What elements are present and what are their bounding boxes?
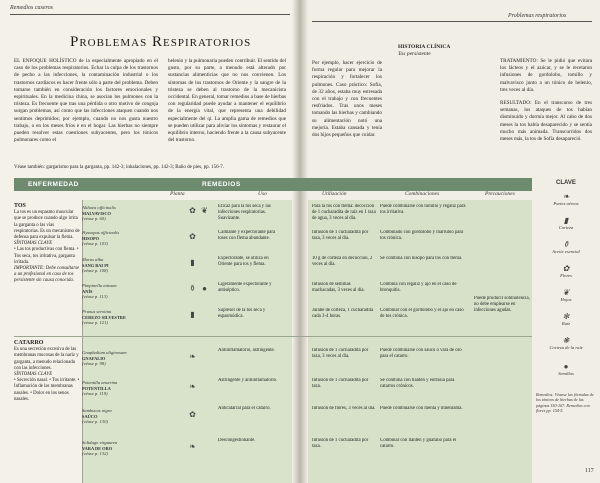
legend-item [536,312,596,326]
symptoms-heading: SÍNTOMAS CLAVE [14,372,53,378]
herb-potentilla [82,380,150,397]
uso-tos-4: Ligeramente expectorante y antiséptico. [218,282,272,294]
herb-malvavisco [82,205,150,222]
utilizacion-catarro-1: Infusión de 1 cucharadita por taza, 3 veces al día. [312,348,369,360]
aerial-parts-icon: ❧ [562,192,570,201]
result-text: RESULTADO: En el transcurso de tres semanas, los ataques de tos habían disminuido y dormía mejor. Al cabo de dos meses la tos había desaparecido y se sentía mucho más animada. Transcurridos dos meses más, la tos de Sofía desapareció. [500,100,592,143]
herb-vara-de-oro [82,440,150,457]
symptoms-list: • Las tos productivas con flema. • Tos seca, tos irritativa, garganta irritada. [14,247,79,265]
herb-latin-name: Morus alba [82,257,104,262]
sub-header-uso: Uso [258,191,267,197]
herb-latin-name: Pimpinella anisum [82,283,117,288]
bark-icon: ▮ [563,216,569,225]
utilizacion-tos-3: 10 g de corteza en decocción, 2 veces al día. [312,256,373,268]
herb-page-ref: (véase p. 119) [82,391,108,397]
seed-icon: ● [202,284,207,293]
oil-icon: ⚱ [562,240,570,249]
utilizacion-tos-4: Infusión de semillas machacadas, 3 veces al día. [312,282,365,294]
sub-header-precauciones: Precauciones [485,191,515,197]
running-header-right: Problemas respiratorios [508,13,567,19]
flower-icon: ✿ [562,264,570,273]
case-history-box [398,44,478,58]
herb-latin-name: Solidago virgaurea [82,440,118,445]
legend-note: Remedios: Véanse las fórmulas de los tónicos de hierbas de las páginas 150-167. Remedios con flores pp. 154-5. [536,392,594,414]
legend-item [536,336,596,350]
intro-column-3 [312,60,382,139]
utilizacion-tos-5: Jarabe de corteza, 1 cucharadita cada 3-4 horas. [312,308,374,320]
herb-anis [82,283,150,300]
utilizacion-catarro-3: Infusión de flores, 3 veces al día. [312,406,376,411]
intro-text-2: helenio y la pulmonaria pueden contribuir. El sentido del gusto, por su parte, a menudo está alterado por sustancias alimenticias que no nos convienen. Los síntomas de los trastornos de Oriente y la sangre de la tristeza se deben al trastorno de la mecanicista occidental. En general, tomar remedios a base de hierbas con regularidad puede ayudar a mantener el equilibrio de la energía vital, que representa una debilidad especialmente del qi. La amplia gama de remedios que se pueden utilizar para aliviar los síntomas y restaurar el equilibrio interno, haciendo frente a la causa subyacente del trastorno. [168,58,286,144]
symptoms-heading: SÍNTOMAS CLAVE [14,241,53,247]
herb-latin-name: Althaea officinalis [82,205,116,210]
herb-common-name: HISOPO [82,235,100,241]
intro-text-3: Por ejemplo, hacer ejercicio de forma regular para mejorar la respiración y fortalecer los pulmones. Caso práctico: Sofía, de 32 años, estaba muy estresada con el trabajo y con frecuentes resfriados. Tras unos meses tomando las hierbas y cambiando su alimentación notó una mejoría. Estaba cansada y tenía dos hijos pequeños que cuidar. [312,60,382,139]
combinaciones-catarro-1: Puede combinarse con saúco o vara de oro para el catarro. [380,348,462,360]
utilizacion-tos-2: Infusión de 1 cucharadita por taza, 3 veces al día. [312,230,369,242]
header-rule-left [10,14,290,15]
herb-page-ref: (véase p. 130) [82,419,108,425]
herb-latin-name: Gnaphalium uliginosum [82,350,127,355]
herb-page-ref: (véase p. 98) [82,361,106,367]
herb-sauco [82,408,150,425]
combinaciones-tos-1: Puede combinarse con tomillo y regaliz para tos irritativa. [380,204,466,216]
herb-common-name: SANG BAI PI [82,262,109,268]
aerial-parts-icon: ❧ [189,382,196,391]
disease-tos [14,203,80,333]
herb-sang-bai-pi [82,257,150,274]
herb-gnafalio [82,350,150,367]
col-enfermedad-header: ENFERMEDAD [14,178,82,191]
sub-header-utilizacion: Utilización [322,191,347,197]
legend-label: Corteza de la raíz [549,345,583,350]
row-divider [14,336,532,337]
legend-item [536,288,596,302]
flower-icon: ✿ [189,206,196,215]
leaf-icon: ❦ [562,288,570,297]
uso-tos-5: Supresor de la tos seca y espasmódica. [218,308,266,320]
uso-tos-3: Expectorante, se utiliza en Oriente para tos y flema. [218,256,269,268]
important-note: IMPORTANTE: Debe consultarse a un profesional en caso de tos persistente sin causa conocida. [14,266,80,284]
intro-column-2 [168,58,286,144]
disease-name: TOS [14,203,26,209]
combinaciones-tos-5: Combinar con el gordolobo y el ajo en caso de tos crónica. [380,308,464,320]
root-bark-icon: ❋ [562,336,570,345]
aerial-parts-icon: ❧ [189,442,196,451]
herb-common-name: POTENTILLA [82,385,111,391]
legend-item [536,362,596,376]
flower-icon: ✿ [189,410,196,419]
legend-label: Raíz [561,321,571,326]
treatment-column [500,58,592,143]
legend-label: Partes aéreas [553,201,579,206]
herb-latin-name: Prunus serotina [82,309,112,314]
sub-header-combinaciones: Combinaciones [405,191,440,197]
legend-label: Flores [560,273,572,278]
legend-label: Semillas [558,371,574,376]
combinaciones-tos-3: Se combina con hisopo para tos con flema. [380,256,463,261]
herb-cerezo-silvestre [82,309,150,326]
running-header-left: Remedios caseros [10,5,53,11]
herb-common-name: ANÍS [82,288,93,294]
herb-common-name: SAÚCO [82,413,98,419]
legend-label: Aceite esencial [552,249,580,254]
combinaciones-catarro-3: Puede combinarse con menta y milenrama. [380,406,463,411]
herb-latin-name: Sambucus nigra [82,408,112,413]
header-rule-right [312,21,592,22]
disease-catarro [14,340,80,480]
combinaciones-tos-2: Combinado con gordolobo y marrubio para tos crónica. [380,230,464,242]
page-number: 117 [585,468,594,474]
oil-icon: ⚱ [189,284,196,293]
utilizacion-catarro-2: Infusión de 1 cucharadita por taza. [312,378,369,390]
herb-page-ref: (véase p. 108) [82,268,108,274]
uso-catarro-2: Astringente y antiinflamatorio. [218,378,278,383]
utilizacion-catarro-4: Infusión de 1 cucharadita por taza. [312,438,369,450]
herb-page-ref: (véase p. 60) [82,216,106,222]
aerial-parts-icon: ❧ [189,352,196,361]
legend-item [536,192,596,206]
uso-catarro-1: Antiinflamatorio, astringente. [218,348,275,353]
symptoms-list: • Secreción nasal. • Tos irritante. • Inflamación de las membranas nasales. • Dolor en los senos nasales. [14,378,80,402]
legend-label: Corteza [558,225,574,230]
book-gutter [292,0,308,483]
intro-text-1: EL ENFOQUE HOLÍSTICO de la especialmente apropiado en el caso de los problemas respiratorios. Echar la culpa de los trastornos de pecho a las infecciones, la contaminación industrial o los trastornos cardíacos es hacer frente sólo a parte del problema. Deben tomarse también en consideración los factores emocionales y espirituales. En la medicina china, se asocian los pulmones con la tristeza. Es frecuente que tras una pérdida o otro motivo de congoja surgan problemas, así como que las infecciones ataquen cuando nos sentimos deprimidos; por ejemplo, cuando no nos gusta nuestro trabajo, o en los meses fríos e en el hogar. Las hierbas no siempre pueden resolver estas cuestiones subyacentes, pero los tónicos pulmonares como el [14,58,158,144]
disease-description: Es una secreción excesiva de las membranas mucosas de la nariz y garganta, a menudo relacionada con las infecciones. [14,347,79,371]
uso-catarro-4: Descongestionante. [218,438,256,443]
flower-icon: ✿ [189,232,196,241]
page-title: Problemas Respiratorios [70,34,252,50]
leaf-icon: ❦ [201,206,208,215]
combinaciones-catarro-2: Se combina con llantén y eufrasia para catarros crónicos. [380,378,455,390]
bark-icon: ▮ [190,258,195,267]
uso-tos-2: Calmante y expectorante para toses con flema abundante. [218,230,276,242]
see-also-note: Véase también: gargarismo para la garganta, pp. 142-3; inhalaciones, pp. 142-3; Baño de pies, pp. 156-7. [14,165,225,170]
herb-common-name: VARA DE ORO [82,445,113,451]
legend-item [536,240,596,254]
col-remedios-header: REMEDIOS [82,178,532,191]
root-icon: ✻ [562,312,570,321]
case-history-subheading: Tos persistente [398,51,431,58]
legend-heading: CLAVE [556,180,576,186]
bark-icon: ▮ [190,310,195,319]
uso-catarro-3: Anticatarral para el catarro. [218,406,271,411]
utilizacion-tos-1: Para la tos con flema: decocción de 1 cucharadita de raíz en 1 taza de agua, 3 veces al día. [312,204,376,222]
herb-latin-name: Hyssopus officinalis [82,230,120,235]
combinaciones-catarro-4: Combinar con llantén y gnafalio para el catarro. [380,438,457,450]
herb-common-name: GNAFALIO [82,355,106,361]
treatment-text: TRATAMIENTO: Se le pidió que evitara los lácteos y el azúcar, y se le recetaron infusiones de gordolobo, tomillo y malvavisco junto a un tónico de helenio, tres veces al día. [500,58,592,93]
herb-page-ref: (véase p. 113) [82,294,108,300]
case-history-heading: HISTORIA CLÍNICA [398,44,451,50]
herb-common-name: CEREZO SILVESTRE [82,314,126,320]
legend-item [536,216,596,230]
uso-tos-1: Eficaz para la tos seca y las infecciones respiratorias. Suavizante. [218,204,271,222]
herb-hisopo [82,230,150,247]
herb-page-ref: (véase p. 121) [82,320,108,326]
sub-header-planta: Planta [170,191,185,197]
intro-column-1 [14,58,158,144]
herb-latin-name: Potentilla anserina [82,380,118,385]
legend-label: Hojas [560,297,572,302]
seed-icon: ● [563,362,569,371]
herb-page-ref: (véase p. 103) [82,241,108,247]
precauciones-tos-4: Puede producir somnolencia, no debe emplearse en infecciones agudas. [474,296,530,314]
herb-common-name: MALVAVISCO [82,210,111,216]
herb-page-ref: (véase p. 132) [82,451,108,457]
disease-name: CATARRO [14,340,44,346]
combinaciones-tos-4: Combina con regaliz y ajo en el caso de bronquitis. [380,282,457,294]
legend-item [536,264,596,278]
disease-description: La tos es un espasmo muscular que se produce cuando algo irrita la garganta o las vías respiratorias. Es un mecanismo de defensa para expulsar la flema. [14,210,80,241]
